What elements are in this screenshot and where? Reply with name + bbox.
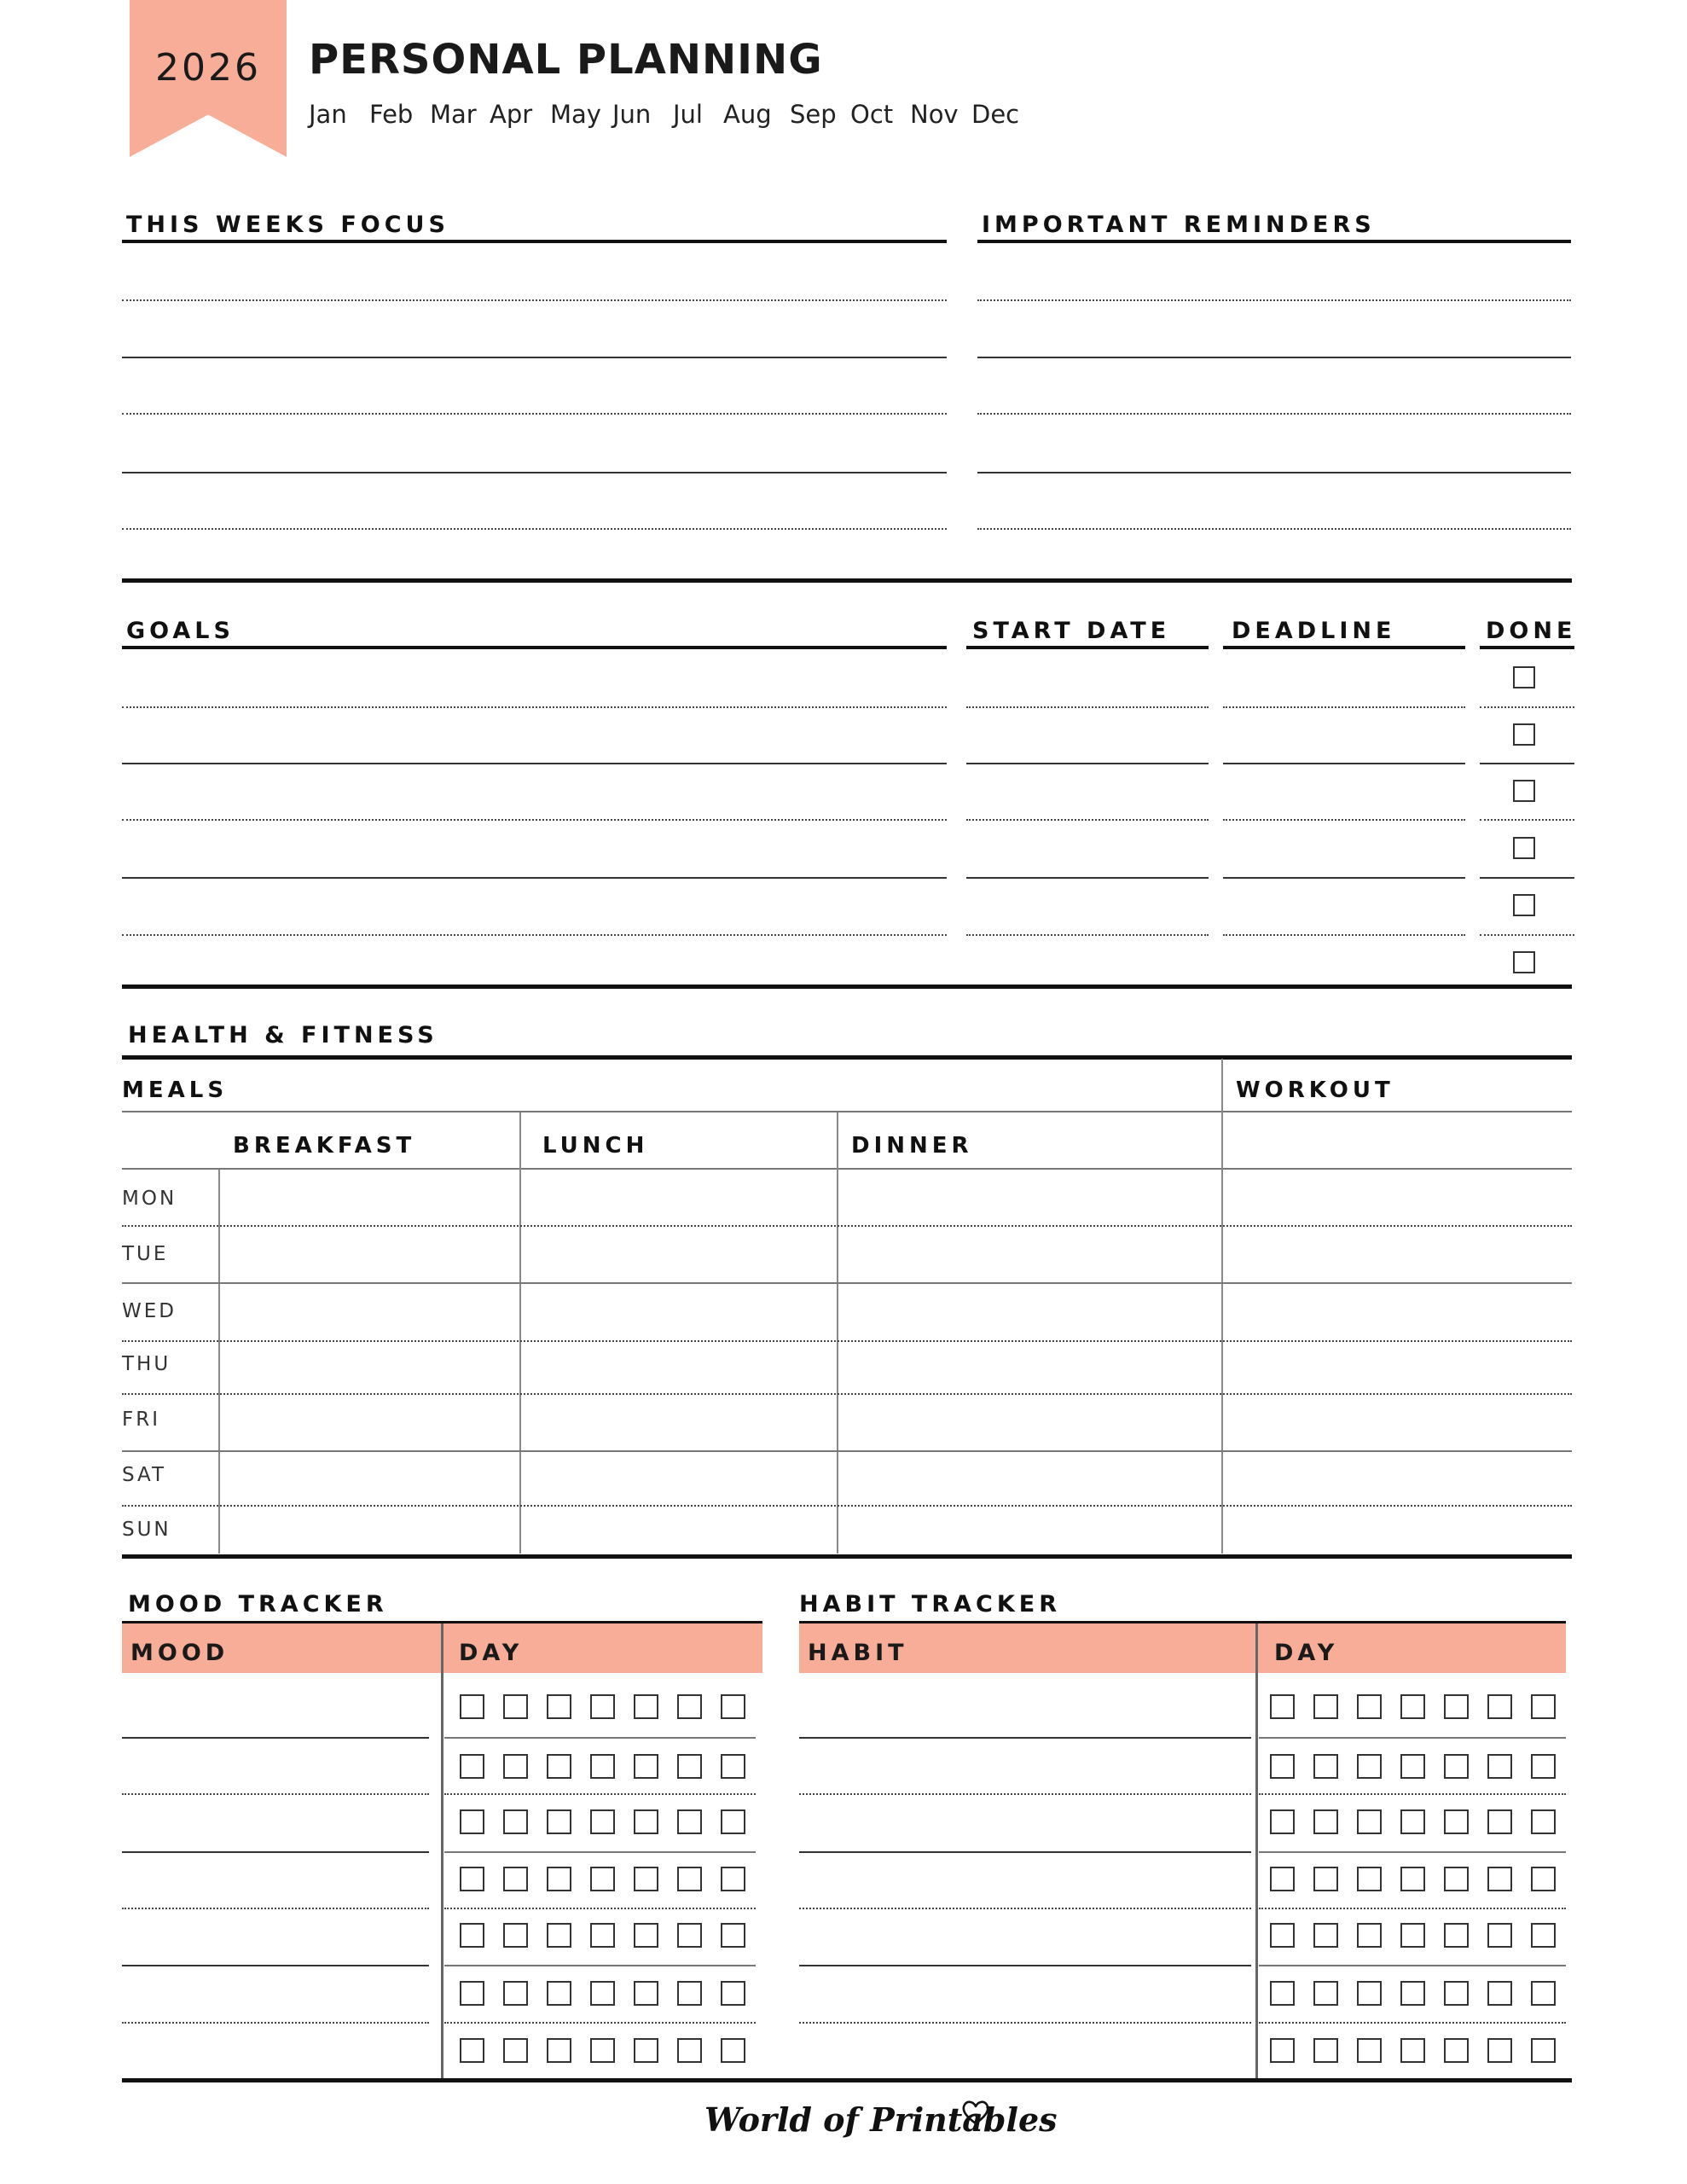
habit-day-checkbox[interactable] <box>1313 1867 1338 1891</box>
meal-row-line <box>122 1282 1572 1284</box>
section-divider-3 <box>122 1554 1572 1559</box>
focus-heading-rule <box>122 240 947 243</box>
meals-heading: MEALS <box>122 1077 229 1103</box>
habit-day-checkbox[interactable] <box>1531 1867 1556 1891</box>
mood-name-line[interactable] <box>122 1965 429 1966</box>
habit-day-checkbox[interactable] <box>1270 1981 1295 2006</box>
mood-day-checkbox[interactable] <box>503 1694 528 1719</box>
mood-day-checkbox[interactable] <box>721 1809 745 1834</box>
mood-day-checkbox[interactable] <box>547 2038 571 2063</box>
habit-day-checkbox[interactable] <box>1444 1809 1469 1834</box>
mood-day-checkbox[interactable] <box>590 1694 615 1719</box>
start-date-heading: START DATE <box>972 618 1171 644</box>
focus-heading: THIS WEEKS FOCUS <box>126 212 449 238</box>
mood-day-checkbox[interactable] <box>590 1867 615 1891</box>
meal-row-line <box>122 1505 1572 1507</box>
habit-name-line[interactable] <box>799 1908 1251 1909</box>
habit-day-checkbox[interactable] <box>1357 2038 1382 2063</box>
habit-day-checkbox[interactable] <box>1313 1809 1338 1834</box>
mood-day-checkbox[interactable] <box>460 1809 484 1834</box>
mood-day-checkbox[interactable] <box>634 2038 658 2063</box>
habit-day-checkbox[interactable] <box>1444 2038 1469 2063</box>
mood-day-checkbox[interactable] <box>677 1923 702 1948</box>
reminder-line-5[interactable] <box>977 528 1571 530</box>
mood-name-line[interactable] <box>122 1737 429 1739</box>
mood-day-checkbox[interactable] <box>503 1809 528 1834</box>
start-date-line-4[interactable] <box>966 877 1209 879</box>
brand-logo: World of Printables <box>704 2100 1058 2139</box>
habit-day-line <box>1259 1737 1566 1739</box>
month-sep[interactable]: Sep <box>790 100 837 129</box>
mood-day-checkbox[interactable] <box>547 1754 571 1779</box>
focus-line-5[interactable] <box>122 528 947 530</box>
start-date-line-2[interactable] <box>966 763 1209 764</box>
mood-day-checkbox[interactable] <box>634 1694 658 1719</box>
focus-line-3[interactable] <box>122 413 947 415</box>
goal-line-1[interactable] <box>122 706 947 708</box>
breakfast-heading: BREAKFAST <box>233 1133 416 1159</box>
habit-day-checkbox[interactable] <box>1357 1809 1382 1834</box>
month-mar[interactable]: Mar <box>430 100 477 129</box>
mood-day-checkbox[interactable] <box>721 1923 745 1948</box>
mood-day-checkbox[interactable] <box>590 1754 615 1779</box>
habit-day-checkbox[interactable] <box>1444 1694 1469 1719</box>
mood-day-checkbox[interactable] <box>460 1754 484 1779</box>
habit-day-checkbox[interactable] <box>1444 1754 1469 1779</box>
mood-day-checkbox[interactable] <box>547 1694 571 1719</box>
mood-day-checkbox[interactable] <box>721 1754 745 1779</box>
mood-day-checkbox[interactable] <box>547 1809 571 1834</box>
habit-day-line <box>1259 1793 1566 1795</box>
start-date-line-5[interactable] <box>966 934 1209 936</box>
deadline-line-3[interactable] <box>1223 819 1465 821</box>
mood-day-checkbox[interactable] <box>590 1809 615 1834</box>
habit-day-checkbox[interactable] <box>1357 1754 1382 1779</box>
mood-name-line[interactable] <box>122 1793 429 1795</box>
meal-row-line <box>122 1450 1572 1452</box>
habit-day-line <box>1259 2022 1566 2024</box>
habit-day-line <box>1259 1965 1566 1966</box>
habit-day-heading: DAY <box>1274 1640 1339 1666</box>
done-checkbox-1[interactable] <box>1513 666 1535 688</box>
heart-icon <box>960 2099 991 2129</box>
mood-day-checkbox[interactable] <box>677 1809 702 1834</box>
mood-day-checkbox[interactable] <box>677 2038 702 2063</box>
habit-day-checkbox[interactable] <box>1400 1694 1425 1719</box>
habit-header-band <box>799 1623 1566 1673</box>
breakfast-divider <box>519 1112 521 1554</box>
habit-day-checkbox[interactable] <box>1400 1754 1425 1779</box>
done-line-2 <box>1480 763 1574 764</box>
health-heading: HEALTH & FITNESS <box>128 1022 438 1048</box>
mood-day-line <box>444 1793 756 1795</box>
page-title: PERSONAL PLANNING <box>309 36 823 84</box>
start-date-heading-rule <box>966 646 1209 649</box>
habit-day-checkbox[interactable] <box>1487 2038 1512 2063</box>
mood-day-checkbox[interactable] <box>721 1981 745 2006</box>
done-line-5 <box>1480 934 1574 936</box>
habit-day-line <box>1259 1851 1566 1853</box>
day-label-thu: THU <box>122 1353 171 1375</box>
habit-tracker-heading: HABIT TRACKER <box>799 1591 1062 1618</box>
day-label-tue: TUE <box>122 1243 169 1265</box>
habit-day-checkbox[interactable] <box>1487 1981 1512 2006</box>
health-heading-rule <box>122 1055 1572 1060</box>
workout-divider <box>1221 1059 1223 1554</box>
deadline-line-5[interactable] <box>1223 934 1465 936</box>
mood-day-line <box>444 2022 756 2024</box>
goal-line-2[interactable] <box>122 763 947 764</box>
month-dec[interactable]: Dec <box>971 100 1020 129</box>
mood-day-checkbox[interactable] <box>460 2038 484 2063</box>
habit-day-checkbox[interactable] <box>1270 1754 1295 1779</box>
mood-column-heading: MOOD <box>130 1640 229 1666</box>
habit-day-checkbox[interactable] <box>1313 1981 1338 2006</box>
day-label-wed: WED <box>122 1300 177 1322</box>
habit-name-line[interactable] <box>799 1793 1251 1795</box>
mood-day-checkbox[interactable] <box>677 1981 702 2006</box>
habit-day-checkbox[interactable] <box>1444 1867 1469 1891</box>
habit-day-checkbox[interactable] <box>1531 1694 1556 1719</box>
habit-day-checkbox[interactable] <box>1531 1754 1556 1779</box>
habit-day-checkbox[interactable] <box>1313 1923 1338 1948</box>
habit-day-checkbox[interactable] <box>1270 2038 1295 2063</box>
deadline-heading: DEADLINE <box>1232 618 1396 644</box>
mood-day-checkbox[interactable] <box>503 1754 528 1779</box>
habit-day-checkbox[interactable] <box>1400 1867 1425 1891</box>
meal-row-line <box>122 1340 1572 1342</box>
habit-day-checkbox[interactable] <box>1400 1923 1425 1948</box>
day-label-sat: SAT <box>122 1464 167 1486</box>
done-line-3 <box>1480 819 1574 821</box>
reminder-line-2[interactable] <box>977 357 1571 358</box>
habit-day-checkbox[interactable] <box>1531 1981 1556 2006</box>
focus-line-2[interactable] <box>122 357 947 358</box>
day-label-sun: SUN <box>122 1519 171 1541</box>
habit-day-checkbox[interactable] <box>1270 1867 1295 1891</box>
deadline-heading-rule <box>1223 646 1465 649</box>
mood-day-checkbox[interactable] <box>721 1867 745 1891</box>
goal-line-5[interactable] <box>122 934 947 936</box>
habit-day-line <box>1259 1908 1566 1909</box>
section-divider-4 <box>122 2078 1572 2082</box>
reminder-line-3[interactable] <box>977 413 1571 415</box>
mood-day-checkbox[interactable] <box>503 1981 528 2006</box>
habit-day-checkbox[interactable] <box>1313 1694 1338 1719</box>
habit-day-checkbox[interactable] <box>1444 1981 1469 2006</box>
goals-heading-rule <box>122 646 947 649</box>
mood-tracker-heading: MOOD TRACKER <box>128 1591 388 1618</box>
reminder-line-4[interactable] <box>977 472 1571 473</box>
reminders-heading-rule <box>977 240 1571 243</box>
section-divider-2 <box>122 985 1572 989</box>
done-checkbox-5[interactable] <box>1513 894 1535 916</box>
habit-name-line[interactable] <box>799 1737 1251 1739</box>
mood-day-checkbox[interactable] <box>634 1923 658 1948</box>
habit-day-checkbox[interactable] <box>1444 1923 1469 1948</box>
mood-day-checkbox[interactable] <box>721 1694 745 1719</box>
habit-day-checkbox[interactable] <box>1313 2038 1338 2063</box>
mood-day-line <box>444 1908 756 1909</box>
mood-day-checkbox[interactable] <box>677 1694 702 1719</box>
done-checkbox-6[interactable] <box>1513 951 1535 973</box>
habit-day-checkbox[interactable] <box>1487 1694 1512 1719</box>
mood-name-line[interactable] <box>122 1851 429 1853</box>
mood-day-checkbox[interactable] <box>503 1923 528 1948</box>
mood-day-checkbox[interactable] <box>503 1867 528 1891</box>
mood-column-divider <box>441 1623 443 2080</box>
meal-columns-line <box>122 1168 1572 1170</box>
mood-day-checkbox[interactable] <box>634 1754 658 1779</box>
mood-day-checkbox[interactable] <box>590 1981 615 2006</box>
month-feb[interactable]: Feb <box>369 100 414 129</box>
habit-day-checkbox[interactable] <box>1270 1923 1295 1948</box>
done-heading-rule <box>1480 646 1574 649</box>
reminders-heading: IMPORTANT REMINDERS <box>982 212 1376 238</box>
meal-row-line <box>122 1225 1572 1227</box>
mood-day-checkbox[interactable] <box>634 1809 658 1834</box>
mood-day-checkbox[interactable] <box>547 1981 571 2006</box>
mood-day-checkbox[interactable] <box>460 1694 484 1719</box>
focus-line-4[interactable] <box>122 472 947 473</box>
mood-day-line <box>444 1851 756 1853</box>
deadline-line-4[interactable] <box>1223 877 1465 879</box>
dinner-heading: DINNER <box>851 1133 973 1159</box>
mood-day-checkbox[interactable] <box>547 1923 571 1948</box>
month-jan[interactable]: Jan <box>309 100 347 129</box>
workout-heading: WORKOUT <box>1236 1077 1394 1103</box>
habit-column-heading: HABIT <box>808 1640 908 1666</box>
habit-day-checkbox[interactable] <box>1487 1867 1512 1891</box>
day-column-divider <box>218 1170 220 1554</box>
day-label-fri: FRI <box>122 1409 160 1431</box>
month-apr[interactable]: Apr <box>490 100 533 129</box>
habit-day-checkbox[interactable] <box>1270 1694 1295 1719</box>
month-nov[interactable]: Nov <box>910 100 959 129</box>
mood-day-checkbox[interactable] <box>547 1867 571 1891</box>
habit-day-checkbox[interactable] <box>1400 1981 1425 2006</box>
month-oct[interactable]: Oct <box>850 100 894 129</box>
done-checkbox-3[interactable] <box>1513 780 1535 802</box>
mood-day-checkbox[interactable] <box>634 1867 658 1891</box>
start-date-line-1[interactable] <box>966 706 1209 708</box>
mood-day-checkbox[interactable] <box>460 1923 484 1948</box>
habit-day-checkbox[interactable] <box>1531 1809 1556 1834</box>
month-aug[interactable]: Aug <box>723 100 772 129</box>
habit-day-checkbox[interactable] <box>1531 1923 1556 1948</box>
meal-row-line <box>122 1393 1572 1395</box>
done-line-4 <box>1480 877 1574 879</box>
lunch-divider <box>837 1112 838 1554</box>
habit-name-line[interactable] <box>799 1851 1251 1853</box>
meals-heading-line <box>122 1111 1572 1112</box>
mood-day-line <box>444 1965 756 1966</box>
done-heading: DONE <box>1486 618 1577 644</box>
habit-day-checkbox[interactable] <box>1531 2038 1556 2063</box>
lunch-heading: LUNCH <box>542 1133 649 1159</box>
habit-day-checkbox[interactable] <box>1400 1809 1425 1834</box>
habit-day-checkbox[interactable] <box>1487 1754 1512 1779</box>
mood-day-checkbox[interactable] <box>677 1867 702 1891</box>
mood-name-line[interactable] <box>122 1908 429 1909</box>
focus-line-1[interactable] <box>122 299 947 301</box>
habit-day-checkbox[interactable] <box>1357 1694 1382 1719</box>
reminder-line-1[interactable] <box>977 299 1571 301</box>
month-jul[interactable]: Jul <box>673 100 703 129</box>
goal-line-3[interactable] <box>122 819 947 821</box>
deadline-line-2[interactable] <box>1223 763 1465 764</box>
done-checkbox-2[interactable] <box>1513 723 1535 746</box>
habit-day-checkbox[interactable] <box>1270 1809 1295 1834</box>
habit-day-checkbox[interactable] <box>1313 1754 1338 1779</box>
habit-day-checkbox[interactable] <box>1357 1923 1382 1948</box>
goal-line-4[interactable] <box>122 877 947 879</box>
habit-name-line[interactable] <box>799 1965 1251 1966</box>
mood-day-checkbox[interactable] <box>503 2038 528 2063</box>
section-divider-1 <box>122 578 1572 583</box>
done-line-1 <box>1480 706 1574 708</box>
mood-day-checkbox[interactable] <box>721 2038 745 2063</box>
goals-heading: GOALS <box>126 618 235 644</box>
habit-column-divider <box>1255 1623 1258 2080</box>
habit-day-checkbox[interactable] <box>1487 1809 1512 1834</box>
mood-day-line <box>444 1737 756 1739</box>
day-label-mon: MON <box>122 1188 177 1210</box>
mood-day-checkbox[interactable] <box>460 1981 484 2006</box>
month-may[interactable]: May <box>550 100 601 129</box>
habit-day-checkbox[interactable] <box>1357 1981 1382 2006</box>
mood-name-line[interactable] <box>122 2022 429 2024</box>
mood-day-heading: DAY <box>459 1640 524 1666</box>
habit-day-checkbox[interactable] <box>1400 2038 1425 2063</box>
done-checkbox-4[interactable] <box>1513 837 1535 859</box>
mood-day-checkbox[interactable] <box>460 1867 484 1891</box>
deadline-line-1[interactable] <box>1223 706 1465 708</box>
mood-day-checkbox[interactable] <box>590 2038 615 2063</box>
habit-name-line[interactable] <box>799 2022 1251 2024</box>
habit-day-checkbox[interactable] <box>1487 1923 1512 1948</box>
month-jun[interactable]: Jun <box>612 100 652 129</box>
mood-day-checkbox[interactable] <box>677 1754 702 1779</box>
mood-day-checkbox[interactable] <box>590 1923 615 1948</box>
start-date-line-3[interactable] <box>966 819 1209 821</box>
habit-day-checkbox[interactable] <box>1357 1867 1382 1891</box>
year-label: 2026 <box>155 46 261 90</box>
mood-day-checkbox[interactable] <box>634 1981 658 2006</box>
